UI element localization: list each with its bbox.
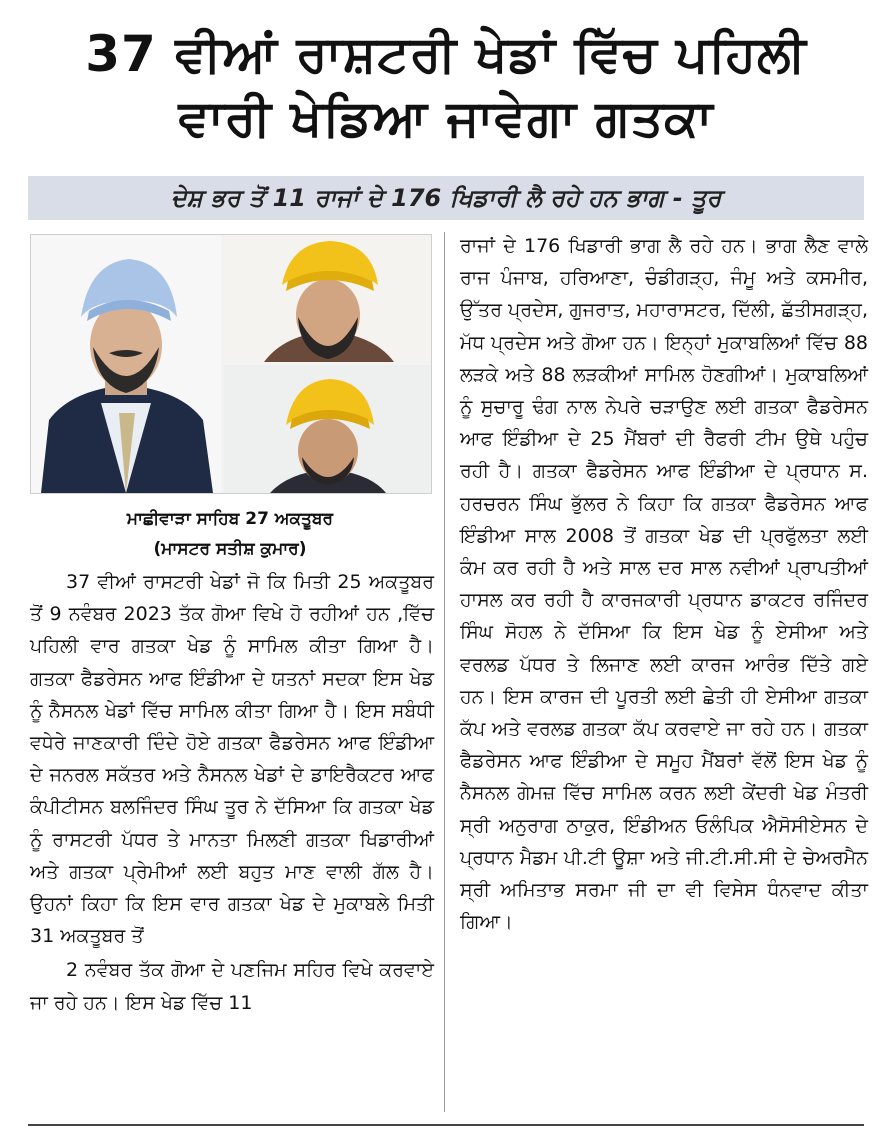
photo-collage — [30, 234, 432, 494]
portrait-photo-blue-turban — [31, 235, 221, 493]
headline — [20, 22, 872, 150]
portrait-photo-yellow-turban-bottom — [224, 365, 431, 493]
body-paragraph: ਰਾਜਾਂ ਦੇ 176 ਖਿਡਾਰੀ ਭਾਗ ਲੈ ਰਹੇ ਹਨ। ਭਾਗ ਲੈਣ ਵਾਲੇ ਰਾਜ ਪੰਜਾਬ, ਹਰਿਆਣਾ, ਚੰਡੀਗੜ੍ਹ, ਜੰਮੂ ਅਤੇ ਕਸਮੀਰ, ਉੱਤਰ ਪ੍ਰਦੇਸ, ਗੁਜਰਾਤ, ਮਹਾਰਾਸਟਰ, ਦਿੱਲੀ, ਛੱਤੀਸਗੜ੍ਹ, ਮੱਧ ਪ੍ਰਦੇਸ ਅਤੇ ਗੋਆ ਹਨ। ਇਨ੍ਹਾਂ ਮੁਕਾਬਲਿਆਂ ਵਿੱਚ 88 ਲੜਕੇ ਅਤੇ 88 ਲੜਕੀਆਂ ਸਾਮਿਲ ਹੋਣਗੀਆਂ। ਮੁਕਾਬਲਿਆਂ ਨੂੰ ਸੁਚਾਰੂ ਢੰਗ ਨਾਲ ਨੇਪਰੇ ਚੜਾਉਣ ਲਈ ਗਤਕਾ ਫੈਡਰੇਸਨ ਆਫ ਇੰਡੀਆ ਦੇ 25 ਮੈਂਬਰਾਂ ਦੀ ਰੈਫਰੀ ਟੀਮ ਉਥੇ ਪਹੁੰਚ ਰਹੀ ਹੈ। ਗਤਕਾ ਫੈਡਰੇਸਨ ਆਫ ਇੰਡੀਆ ਦੇ ਪ੍ਰਧਾਨ ਸ. ਹਰਚਰਨ ਸਿੰਘ ਭੁੱਲਰ ਨੇ ਕਿਹਾ ਕਿ ਗਤਕਾ ਫੈਡਰੇਸਨ ਆਫ ਇੰਡੀਆ ਸਾਲ 2008 ਤੋਂ ਗਤਕਾ ਖੇਡ ਦੀ ਪ੍ਰਫੁੱਲਤਾ ਲਈ ਕੰਮ ਕਰ ਰਹੀ ਹੈ ਅਤੇ ਸਾਲ ਦਰ ਸਾਲ ਨਵੀਆਂ ਪ੍ਰਾਪਤੀਆਂ ਹਾਸਲ ਕਰ ਰਹੀ ਹੈ ਕਾਰਜਕਾਰੀ ਪ੍ਰਧਾਨ ਡਾਕਟਰ ਰਜਿੰਦਰ ਸਿੰਘ ਸੋਹਲ ਨੇ ਦੱਸਿਆ ਕਿ ਇਸ ਖੇਡ ਨੂੰ ਏਸੀਆ ਅਤੇ ਵਰਲਡ ਪੱਧਰ ਤੇ ਲਿਜਾਣ ਲਈ ਕਾਰਜ ਆਰੰਭ ਦਿੱਤੇ ਗਏ ਹਨ। ਇਸ ਕਾਰਜ ਦੀ ਪੂਰਤੀ ਲਈ ਛੇਤੀ ਹੀ ਏਸੀਆ ਗਤਕਾ ਕੱਪ ਅਤੇ ਵਰਲਡ ਗਤਕਾ ਕੱਪ ਕਰਵਾਏ ਜਾ ਰਹੇ ਹਨ। ਗਤਕਾ ਫੈਡਰੇਸਨ ਆਫ ਇੰਡੀਆ ਦੇ ਸਮੂਹ ਮੈਂਬਰਾਂ ਵੱਲੋਂ ਇਸ ਖੇਡ ਨੂੰ ਨੈਸਨਲ ਗੇਮਜ਼ ਵਿੱਚ ਸਾਮਿਲ ਕਰਨ ਲਈ ਕੇਂਦਰੀ ਖੇਡ ਮੰਤਰੀ ਸ੍ਰੀ ਅਨੁਰਾਗ ਠਾਕੁਰ, ਇੰਡੀਅਨ ਓਲੰਪਿਕ ਐਸੋਸੀਏਸਨ ਦੇ ਪ੍ਰਧਾਨ ਮੈਡਮ ਪੀ.ਟੀ ਊਸ਼ਾ ਅਤੇ ਜੀ.ਟੀ.ਸੀ.ਸੀ ਦੇ ਚੇਅਰਮੈਨ ਸ੍ਰੀ ਅਮਿਤਾਭ ਸਰਮਾ ਜੀ ਦਾ ਵੀ ਵਿਸੇਸ ਧੰਨਵਾਦ ਕੀਤਾ ਗਿਆ। — [460, 235, 868, 934]
body-paragraph: 2 ਨਵੰਬਰ ਤੱਕ ਗੋਆ ਦੇ ਪਣਜਿਮ ਸਹਿਰ ਵਿਖੇ ਕਰਵਾਏ ਜਾ ਰਹੇ ਹਨ। ਇਸ ਖੇਡ ਵਿੱਚ 11 — [30, 959, 434, 1014]
article-column-right — [460, 230, 868, 938]
bottom-rule — [28, 1124, 864, 1126]
body-paragraph: 37 ਵੀਆਂ ਰਾਸਟਰੀ ਖੇਡਾਂ ਜੋ ਕਿ ਮਿਤੀ 25 ਅਕਤੂਬਰ ਤੋਂ 9 ਨਵੰਬਰ 2023 ਤੱਕ ਗੋਆ ਵਿਖੇ ਹੋ ਰਹੀਆਂ ਹਨ ,ਵਿੱਚ ਪਹਿਲੀ ਵਾਰ ਗਤਕਾ ਖੇਡ ਨੂੰ ਸਾਮਿਲ ਕੀਤਾ ਗਿਆ ਹੈ। ਗਤਕਾ ਫੈਡਰੇਸਨ ਆਫ ਇੰਡੀਆ ਦੇ ਯਤਨਾਂ ਸਦਕਾ ਇਸ ਖੇਡ ਨੂੰ ਨੈਸਨਲ ਖੇਡਾਂ ਵਿੱਚ ਸਾਮਿਲ ਕੀਤਾ ਗਿਆ ਹੈ। ਇਸ ਸਬੰਧੀ ਵਧੇਰੇ ਜਾਣਕਾਰੀ ਦਿੰਦੇ ਹੋਏ ਗਤਕਾ ਫੈਡਰੇਸਨ ਆਫ ਇੰਡੀਆ ਦੇ ਜਨਰਲ ਸਕੱਤਰ ਅਤੇ ਨੈਸਨਲ ਖੇਡਾਂ ਦੇ ਡਾਇਰੈਕਟਰ ਆਫ ਕੰਪੀਟੀਸਨ ਬਲਜਿੰਦਰ ਸਿੰਘ ਤੂਰ ਨੇ ਦੱਸਿਆ ਕਿ ਗਤਕਾ ਖੇਡ ਨੂੰ ਰਾਸਟਰੀ ਪੱਧਰ ਤੇ ਮਾਨਤਾ ਮਿਲਣੀ ਗਤਕਾ ਖਿਡਾਰੀਆਂ ਅਤੇ ਗਤਕਾ ਪ੍ਰੇਮੀਆਂ ਲਈ ਬਹੁਤ ਮਾਣ ਵਾਲੀ ਗੱਲ ਹੈ। ਉਹਨਾਂ ਕਿਹਾ ਕਿ ਇਸ ਵਾਰ ਗਤਕਾ ਖੇਡ ਦੇ ਮੁਕਾਬਲੇ ਮਿਤੀ 31 ਅਕਤੂਬਰ ਤੋਂ — [30, 571, 434, 948]
dateline: ਮਾਛੀਵਾੜਾ ਸਾਹਿਬ 27 ਅਕਤੂਬਰ — [126, 509, 334, 529]
headline-line-1: 37 ਵੀਆਂ ਰਾਸ਼ਟਰੀ ਖੇਡਾਂ ਵਿੱਚ ਪਹਿਲੀ — [85, 25, 807, 83]
column-divider — [444, 232, 445, 1112]
portrait-photo-yellow-turban-top — [224, 235, 431, 362]
byline: (ਮਾਸਟਰ ਸਤੀਸ਼ ਕੁਮਾਰ) — [153, 539, 307, 559]
headline-line-2: ਵਾਰੀ ਖੇਡਿਆ ਜਾਵੇਗਾ ਗਤਕਾ — [178, 89, 714, 147]
article-column-left — [30, 566, 434, 1019]
subheadline-band — [28, 176, 864, 220]
subheadline: ਦੇਸ਼ ਭਰ ਤੋਂ 11 ਰਾਜਾਂ ਦੇ 176 ਖਿਡਾਰੀ ਲੈ ਰਹੇ ਹਨ ਭਾਗ - ਤੂਰ — [170, 184, 722, 212]
